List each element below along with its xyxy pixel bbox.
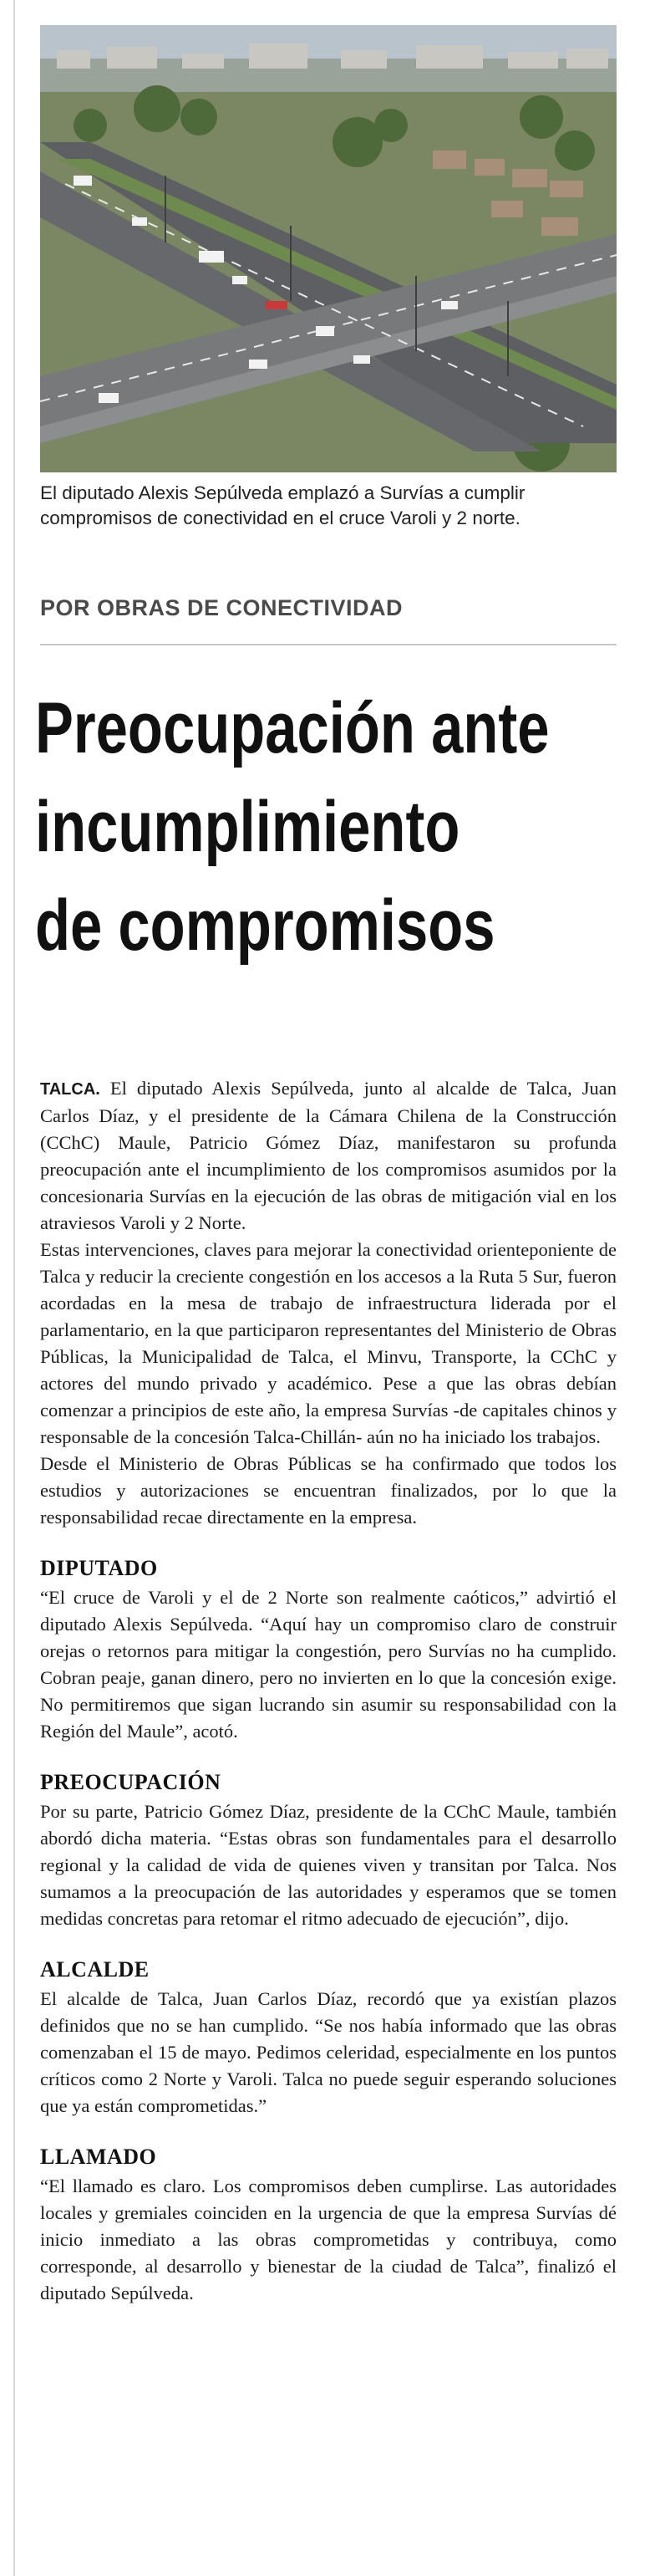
paragraph-alcalde: El alcalde de Talca, Juan Carlos Díaz, recordó que ya existían plazos definidos que no se han cumplido. “Se nos había informado que las obras comenzaban el 15 de mayo. Pedimos celeridad, especialmente en los puntos críticos como 2 Norte y Varoli. Talca no puede seguir esperando soluciones que ya están comprometidas.” — [40, 1988, 617, 2116]
paragraph-preocupacion: Por su parte, Patricio Gómez Díaz, presidente de la CChC Maule, también abordó dicha materia. “Estas obras son fundamentales para el desarrollo regional y la calidad de vida de quienes viven y transitan por Talca. Nos sumamos a la preocupación de las autoridades y esperamos que se tomen medidas concretas para retomar el ritmo adecuado de ejecución”, dijo. — [40, 1801, 617, 1929]
headline-line-2: incumplimiento — [35, 787, 460, 867]
paragraph-diputado: “El cruce de Varoli y el de 2 Norte son realmente caóticos,” advirtió el diputado Alexis Sepúlveda. “Aquí hay un compromiso claro de construir orejas o retornos para mitigar la congestión, pero Survías no ha cumplido. Cobran peaje, ganan dinero, pero no invierten en lo que la concesión exige. No permitiremos que sigan lucrando sin asumir su responsabilidad con la Región del Maule”, acotó. — [40, 1587, 617, 1742]
paragraph-lead — [40, 1075, 617, 1237]
paragraph-2: Estas intervenciones, claves para mejorar la conectividad orienteponiente de Talca y reducir la creciente congestión en los accesos a la Ruta 5 Sur, fueron acordadas en la mesa de trabajo de infraestructura liderada por el parlamentario, en la que participaron representantes del Ministerio de Obras Públicas, la Municipalidad de Talca, el Minvu, Transporte, la CChC y actores del mundo privado y académico. Pese a que las obras debían comenzar a principios de este año, la empresa Survías -de capitales chinos y responsable de la concesión Talca-Chillán- aún no ha iniciado los trabajos. — [40, 1239, 617, 1447]
dateline: TALCA. — [40, 1080, 100, 1099]
subhead-preocupacion: PREOCUPACIÓN — [40, 1770, 221, 1794]
headline-line-1: Preocupación ante — [35, 688, 550, 768]
section-kicker: POR OBRAS DE CONECTIVIDAD — [40, 595, 404, 620]
subhead-diputado: DIPUTADO — [40, 1556, 158, 1580]
aerial-intersection-photo — [40, 25, 617, 472]
headline-line-3: de compromisos — [35, 885, 495, 966]
column-divider — [13, 0, 15, 2576]
paragraph-1-text: El diputado Alexis Sepúlveda, junto al alcalde de Talca, Juan Carlos Díaz, y el presidente de la Cámara Chilena de la Construcción (CChC) Maule, Patricio Gómez Díaz, manifestaron su profunda preocupación ante el incumplimiento de los compromisos asumidos por la concesionaria Survías en la ejecución de las obras de mitigación vial en los atraviesos Varoli y 2 Norte. — [40, 1078, 617, 1233]
subhead-alcalde: ALCALDE — [40, 1957, 150, 1982]
headline — [35, 679, 617, 975]
article-body — [40, 1075, 617, 2307]
kicker-divider — [40, 644, 617, 645]
subhead-llamado: LLAMADO — [40, 2145, 157, 2169]
paragraph-llamado: “El llamado es claro. Los compromisos deben cumplirse. Las autoridades locales y gremiales coinciden en la urgencia de que la empresa Survías dé inicio inmediato a las obras comprometidas y contribuya, como corresponde, al desarrollo y bienestar de la ciudad de Talca”, finalizó el diputado Sepúlveda. — [40, 2176, 617, 2303]
paragraph-3: Desde el Ministerio de Obras Públicas se ha confirmado que todos los estudios y autorizaciones se encuentran finalizados, por lo que la responsabilidad recae directamente en la empresa. — [40, 1453, 617, 1528]
photo-caption: El diputado Alexis Sepúlveda emplazó a Survías a cumplir compromisos de conectividad en el cruce Varoli y 2 norte. — [40, 482, 526, 528]
